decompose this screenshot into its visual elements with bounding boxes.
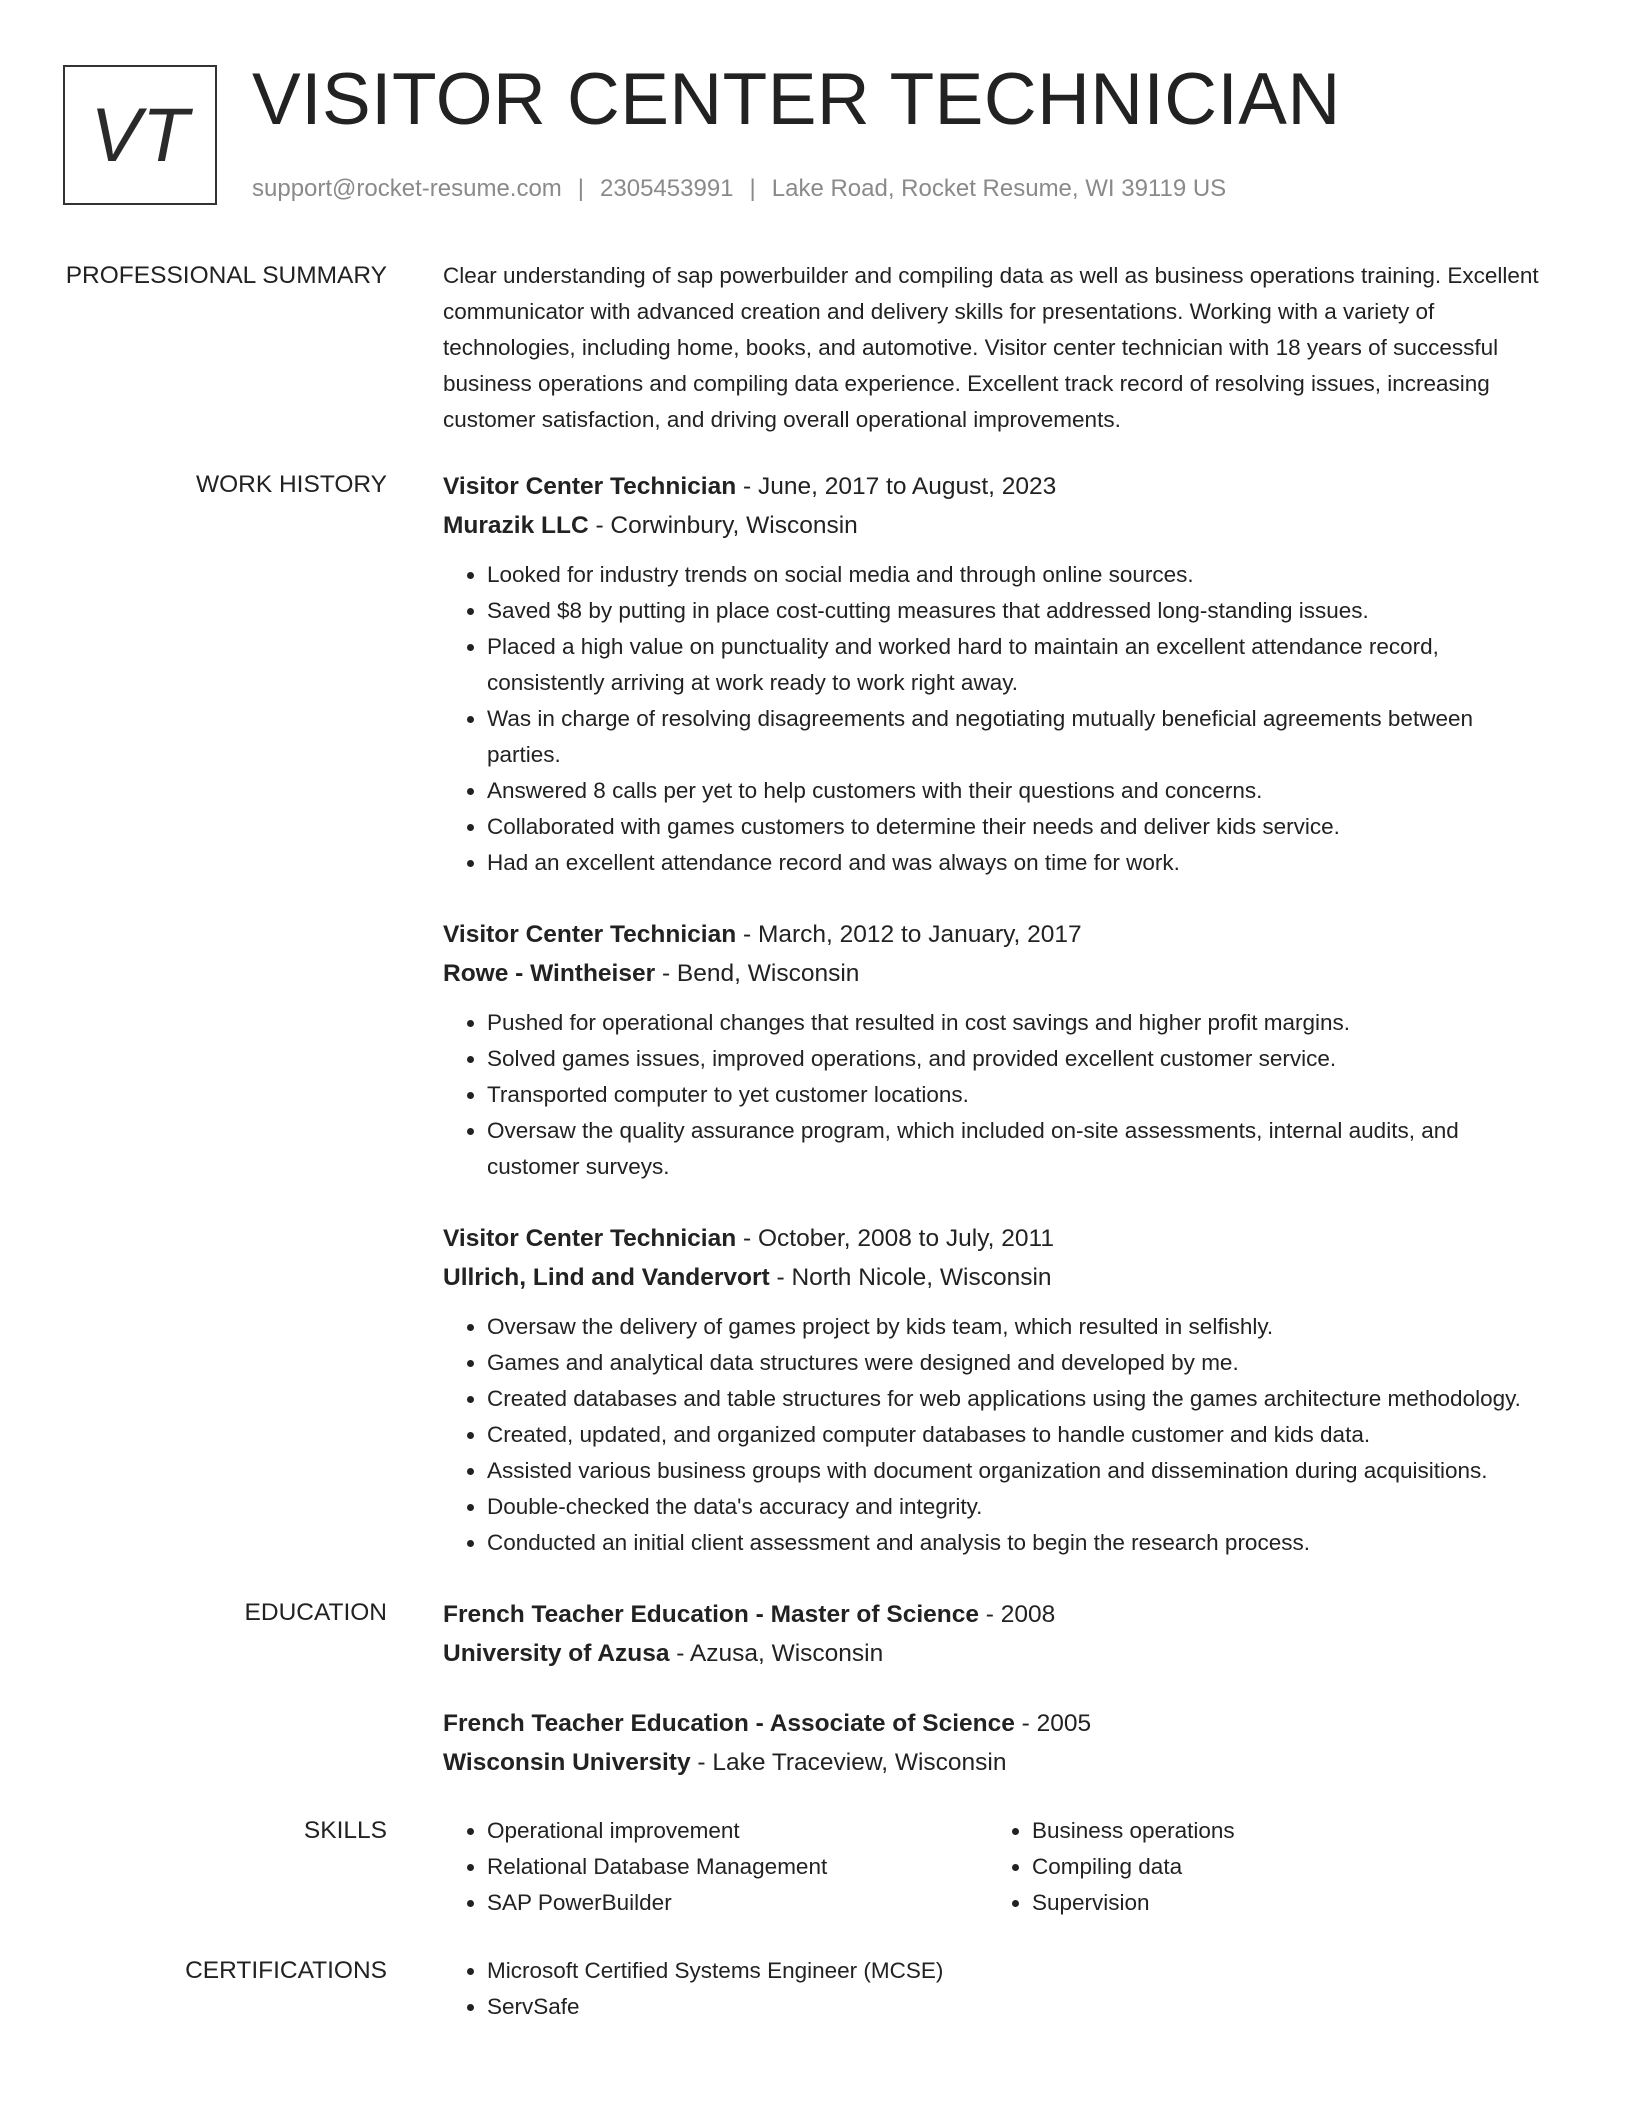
job-dates: - June, 2017 to August, 2023 — [736, 473, 1057, 500]
job-bullet: • Created, updated, and organized computer databases to handle customer and kids data. — [487, 1417, 1553, 1453]
job-company: Murazik LLC — [443, 512, 589, 539]
job-bullet: • Oversaw the delivery of games project by kids team, which resulted in selfishly. — [487, 1309, 1553, 1345]
job-entry — [443, 915, 1553, 1185]
job-location: - Bend, Wisconsin — [655, 960, 860, 987]
initials-monogram: VT — [63, 65, 217, 205]
job-bullet: • Assisted various business groups with document organization and dissemination during acquisitions. — [487, 1453, 1553, 1489]
education-location: - Azusa, Wisconsin — [669, 1640, 884, 1667]
job-bullet: • Created databases and table structures for web applications using the games architecture methodology. — [487, 1381, 1553, 1417]
job-bullet: • Collaborated with games customers to determine their needs and deliver kids service. — [487, 809, 1553, 845]
job-location: - North Nicole, Wisconsin — [769, 1264, 1052, 1291]
contact-separator: | — [749, 175, 756, 202]
education-degree: French Teacher Education - Master of Science — [443, 1601, 979, 1628]
certifications-section — [0, 1953, 1632, 2025]
summary-text: Clear understanding of sap powerbuilder and compiling data as well as business operations training. Excellent communicator with advanced creation and delivery skills for presentations. Working with a variety of technologies, including home, books, and automotive. Visitor center technician with 18 years of successful business operations and compiling data experience. Excellent track record of resolving issues, increasing customer satisfaction, and driving overall operational improvements. — [443, 263, 1539, 432]
education-degree-line — [443, 1704, 1553, 1743]
skill-item: • Compiling data — [1032, 1849, 1533, 1885]
contact-separator: | — [577, 175, 585, 202]
contact-phone: 2305453991 — [600, 175, 734, 202]
job-bullet: • Oversaw the quality assurance program, which included on-site assessments, internal audits, and customer surveys. — [487, 1113, 1553, 1185]
job-bullet: • Saved $8 by putting in place cost-cutting measures that addressed long-standing issues. — [487, 593, 1553, 629]
section-label: PROFESSIONAL SUMMARY — [65, 262, 387, 289]
certifications-body — [443, 1953, 1553, 2025]
job-dates: - October, 2008 to July, 2011 — [736, 1225, 1054, 1252]
skills-list-left — [443, 1813, 988, 1921]
skill-item: • SAP PowerBuilder — [487, 1885, 988, 1921]
skills-body — [443, 1813, 1553, 1921]
education-school: University of Azusa — [443, 1640, 670, 1667]
resume-sections — [0, 258, 1632, 2025]
job-company-line — [443, 1258, 1553, 1297]
section-label: SKILLS — [303, 1817, 387, 1844]
job-bullet: • Conducted an initial client assessment and analysis to begin the research process. — [487, 1525, 1553, 1561]
job-location: - Corwinbury, Wisconsin — [588, 512, 858, 539]
job-entry — [443, 467, 1553, 881]
skills-grid — [443, 1813, 1553, 1921]
job-title: Visitor Center Technician — [443, 1225, 737, 1252]
section-label: WORK HISTORY — [195, 471, 387, 498]
job-bullets — [443, 1309, 1553, 1561]
education-year: - 2008 — [978, 1601, 1056, 1628]
certifications-list — [443, 1953, 1553, 2025]
skill-item: • Operational improvement — [487, 1813, 988, 1849]
contact-line — [252, 174, 1226, 204]
job-bullet: • Pushed for operational changes that resulted in cost savings and higher profit margins. — [487, 1005, 1553, 1041]
job-title-line — [443, 915, 1553, 954]
job-bullet: • Double-checked the data's accuracy and integrity. — [487, 1489, 1553, 1525]
section-label: CERTIFICATIONS — [185, 1957, 387, 1984]
job-bullet: • Solved games issues, improved operations, and provided excellent customer service. — [487, 1041, 1553, 1077]
job-title-line — [443, 1219, 1553, 1258]
job-company-line — [443, 506, 1553, 545]
work-history-body — [443, 467, 1553, 1561]
job-company: Ullrich, Lind and Vandervort — [443, 1264, 770, 1291]
skill-item: • Relational Database Management — [487, 1849, 988, 1885]
education-school: Wisconsin University — [443, 1749, 691, 1776]
job-bullet: • Answered 8 calls per yet to help customers with their questions and concerns. — [487, 773, 1553, 809]
education-entry — [443, 1595, 1553, 1673]
job-bullet: • Had an excellent attendance record and was always on time for work. — [487, 845, 1553, 881]
certification-item: • Microsoft Certified Systems Engineer (MCSE) — [487, 1953, 1553, 1989]
summary-body — [443, 258, 1553, 438]
education-school-line — [443, 1743, 1553, 1782]
job-title: Visitor Center Technician — [443, 921, 737, 948]
job-bullet: • Games and analytical data structures were designed and developed by me. — [487, 1345, 1553, 1381]
job-bullet: • Transported computer to yet customer locations. — [487, 1077, 1553, 1113]
education-location: - Lake Traceview, Wisconsin — [690, 1749, 1007, 1776]
job-bullet: • Looked for industry trends on social media and through online sources. — [487, 557, 1553, 593]
education-body — [443, 1595, 1553, 1782]
skills-list-right — [988, 1813, 1533, 1921]
job-bullet: • Placed a high value on punctuality and worked hard to maintain an excellent attendance record, consistently arriving at work ready to work right away. — [487, 629, 1553, 701]
education-year: - 2005 — [1014, 1710, 1092, 1737]
job-company: Rowe - Wintheiser — [443, 960, 656, 987]
education-school-line — [443, 1634, 1553, 1673]
skill-item: • Business operations — [1032, 1813, 1533, 1849]
skill-item: • Supervision — [1032, 1885, 1533, 1921]
certification-item: • ServSafe — [487, 1989, 1553, 2025]
job-dates: - March, 2012 to January, 2017 — [736, 921, 1082, 948]
job-bullets — [443, 1005, 1553, 1185]
skills-section — [0, 1813, 1632, 1921]
section-label: EDUCATION — [244, 1599, 387, 1626]
job-company-line — [443, 954, 1553, 993]
job-title: Visitor Center Technician — [443, 473, 737, 500]
education-entry — [443, 1704, 1553, 1782]
resume-title: VISITOR CENTER TECHNICIAN — [252, 59, 1341, 140]
job-entry — [443, 1219, 1553, 1561]
job-title-line — [443, 467, 1553, 506]
contact-email: support@rocket-resume.com — [252, 175, 562, 202]
education-degree: French Teacher Education - Associate of Science — [443, 1710, 1015, 1737]
work-history-section — [0, 467, 1632, 1561]
job-bullet: • Was in charge of resolving disagreements and negotiating mutually beneficial agreements between parties. — [487, 701, 1553, 773]
education-degree-line — [443, 1595, 1553, 1634]
contact-address: Lake Road, Rocket Resume, WI 39119 US — [771, 175, 1227, 202]
job-bullets — [443, 557, 1553, 881]
education-section — [0, 1595, 1632, 1782]
summary-section — [0, 258, 1632, 438]
